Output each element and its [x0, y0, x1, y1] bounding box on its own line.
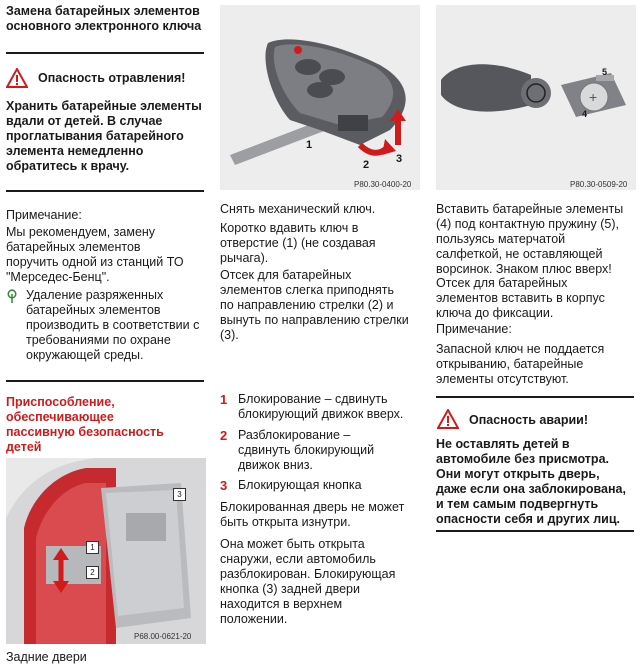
figure-caption: P80.30-0509-20 [570, 180, 628, 189]
figure-label: 3 [396, 153, 403, 165]
figure-label: 1 [86, 541, 99, 554]
figure-label: 2 [363, 159, 370, 171]
legend-text: Блокирующая кнопка [238, 478, 362, 492]
warning-title-accident: Опасность аварии! [469, 413, 589, 427]
note-text: Запасной ключ не поддается открыванию, батарейные элементы отсутствуют. [436, 342, 605, 386]
figure-label: 5 [602, 67, 608, 77]
note-label: Примечание: [6, 208, 82, 222]
legend-number: 2 [220, 428, 228, 443]
instruction-step: Отсек для батарейных элементов слегка приподнять по направлению стрелки (2) и вынуть по направлению стрелки (3). [220, 268, 409, 342]
divider [436, 396, 634, 398]
legend-text: Разблокирование – сдвинуть блокирующий движок вниз. [238, 428, 375, 472]
bottom-label: Задние двери [6, 650, 87, 664]
legend-number: 1 [220, 392, 228, 407]
svg-text:+: + [589, 89, 598, 105]
legend-number: 3 [220, 478, 228, 493]
divider [6, 52, 204, 54]
figure-caption: P68.00-0621-20 [134, 632, 192, 641]
warning-text-accident: Не оставлять детей в автомобиле без присмотра. Они могут открыть дверь, даже если она заблокирована, и тем самым подвергнуть опасности себя и других лиц. [436, 437, 626, 526]
rear-door-illustration [6, 458, 206, 644]
key-illustration [220, 5, 420, 190]
warning-icon [6, 68, 28, 88]
environment-note: Удаление разряженных батарейных элементов производить в соответствии с требованиями по охране окружающей среды. [26, 288, 200, 362]
legend-text: Блокирование – сдвинуть блокирующий движок вверх. [238, 392, 404, 421]
battery-illustration [436, 5, 636, 190]
instruction-step: Отсек для батарейных элементов вставить в корпус ключа до фиксации. [436, 276, 605, 320]
instruction-step: Снять механический ключ. [220, 202, 376, 216]
note-text: Мы рекомендуем, замену батарейных элементов поручить одной из станций ТО "Мерседес-Бенц". [6, 225, 184, 284]
legend-list [220, 392, 420, 512]
figure-label: 3 [173, 488, 186, 501]
warning-text-poison: Хранить батарейные элементы вдали от детей. В случае проглатывания батарейного элемента немедленно обратитесь к врачу. [6, 99, 202, 173]
instruction-step: Коротко вдавить ключ в отверстие (1) (не создавая рычага). [220, 221, 376, 265]
body-text: Она может быть открыта снаружи, если автомобиль разблокирован. Блокирующая кнопка (3) задней двери находится в верхнем положении. [220, 537, 396, 626]
instruction-step: Вставить батарейные элементы (4) под контактную пружину (5), пользуясь матерчатой салфеткой, не оставляющей ворсинок. Знаком плюс вверх! [436, 202, 624, 276]
section-title-battery: Замена батарейных элементов основного электронного ключа [6, 4, 202, 33]
divider [6, 190, 204, 192]
figure-label: 4 [582, 109, 588, 119]
figure-label: 1 [306, 139, 313, 151]
section-title-child-safety: Приспособление, обеспечивающее пассивную безопасность детей [6, 395, 164, 454]
warning-icon [437, 409, 459, 429]
warning-title-poison: Опасность отравления! [38, 71, 186, 85]
figure-caption: P80.30-0400-20 [354, 180, 412, 189]
figure-label: 2 [86, 566, 99, 579]
divider [6, 380, 204, 382]
divider [436, 530, 634, 532]
note-label: Примечание: [436, 322, 512, 336]
body-text: Блокированная дверь не может быть открыта изнутри. [220, 500, 405, 529]
recycle-leaf-icon [5, 288, 19, 304]
